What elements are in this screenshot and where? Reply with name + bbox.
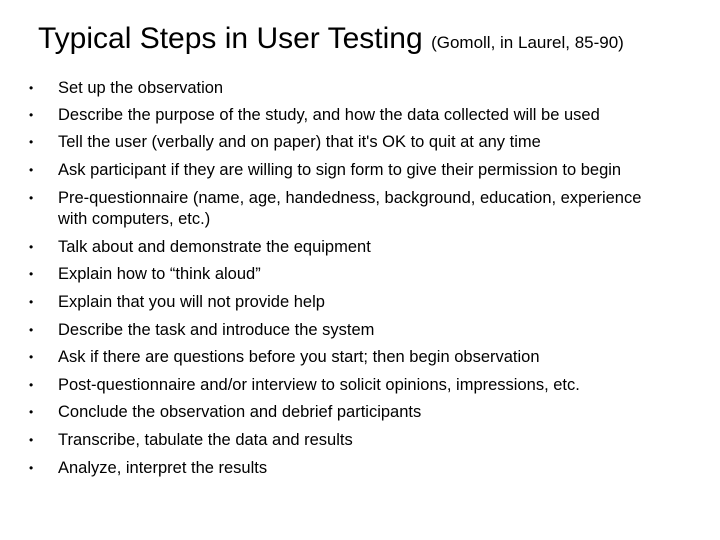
bullet-icon: • [29,295,34,309]
list-item-text: Ask participant if they are willing to sign form to give their permission to begin [58,161,622,179]
bullet-icon: • [29,108,34,122]
list-item-text: Transcribe, tabulate the data and results [58,431,353,449]
bullet-icon: • [29,378,34,392]
list-item-text: Explain how to “think aloud” [58,265,261,283]
bullet-icon: • [29,405,34,419]
list-item-text: Tell the user (verbally and on paper) that it's OK to quit at any time [58,133,541,151]
bullet-icon: • [29,163,34,177]
list-item-text: Explain that you will not provide help [58,293,325,311]
title-main: Typical Steps in User Testing [38,22,423,55]
list-item-text: Describe the task and introduce the system [58,321,375,339]
list-item-text: Talk about and demonstrate the equipment [58,238,371,256]
bullet-icon: • [29,433,34,447]
title-citation: (Gomoll, in Laurel, 85-90) [431,33,624,52]
bullet-icon: • [29,267,34,281]
bullet-icon: • [29,240,34,254]
list-item-text: Conclude the observation and debrief participants [58,403,422,421]
list-item-text: Pre-questionnaire (name, age, handedness, background, education, experience with computers, etc.) [58,189,642,228]
bullet-icon: • [29,350,34,364]
bullet-icon: • [29,191,34,205]
list-item-text: Ask if there are questions before you start; then begin observation [58,348,540,366]
bullet-icon: • [29,323,34,337]
list-item-text: Describe the purpose of the study, and how the data collected will be used [58,106,600,124]
bullet-icon: • [29,81,34,95]
bullet-icon: • [29,461,34,475]
bullet-icon: • [29,135,34,149]
list-item-text: Set up the observation [58,79,224,97]
list-item-text: Analyze, interpret the results [58,459,268,477]
list-item-text: Post-questionnaire and/or interview to solicit opinions, impressions, etc. [58,376,580,394]
